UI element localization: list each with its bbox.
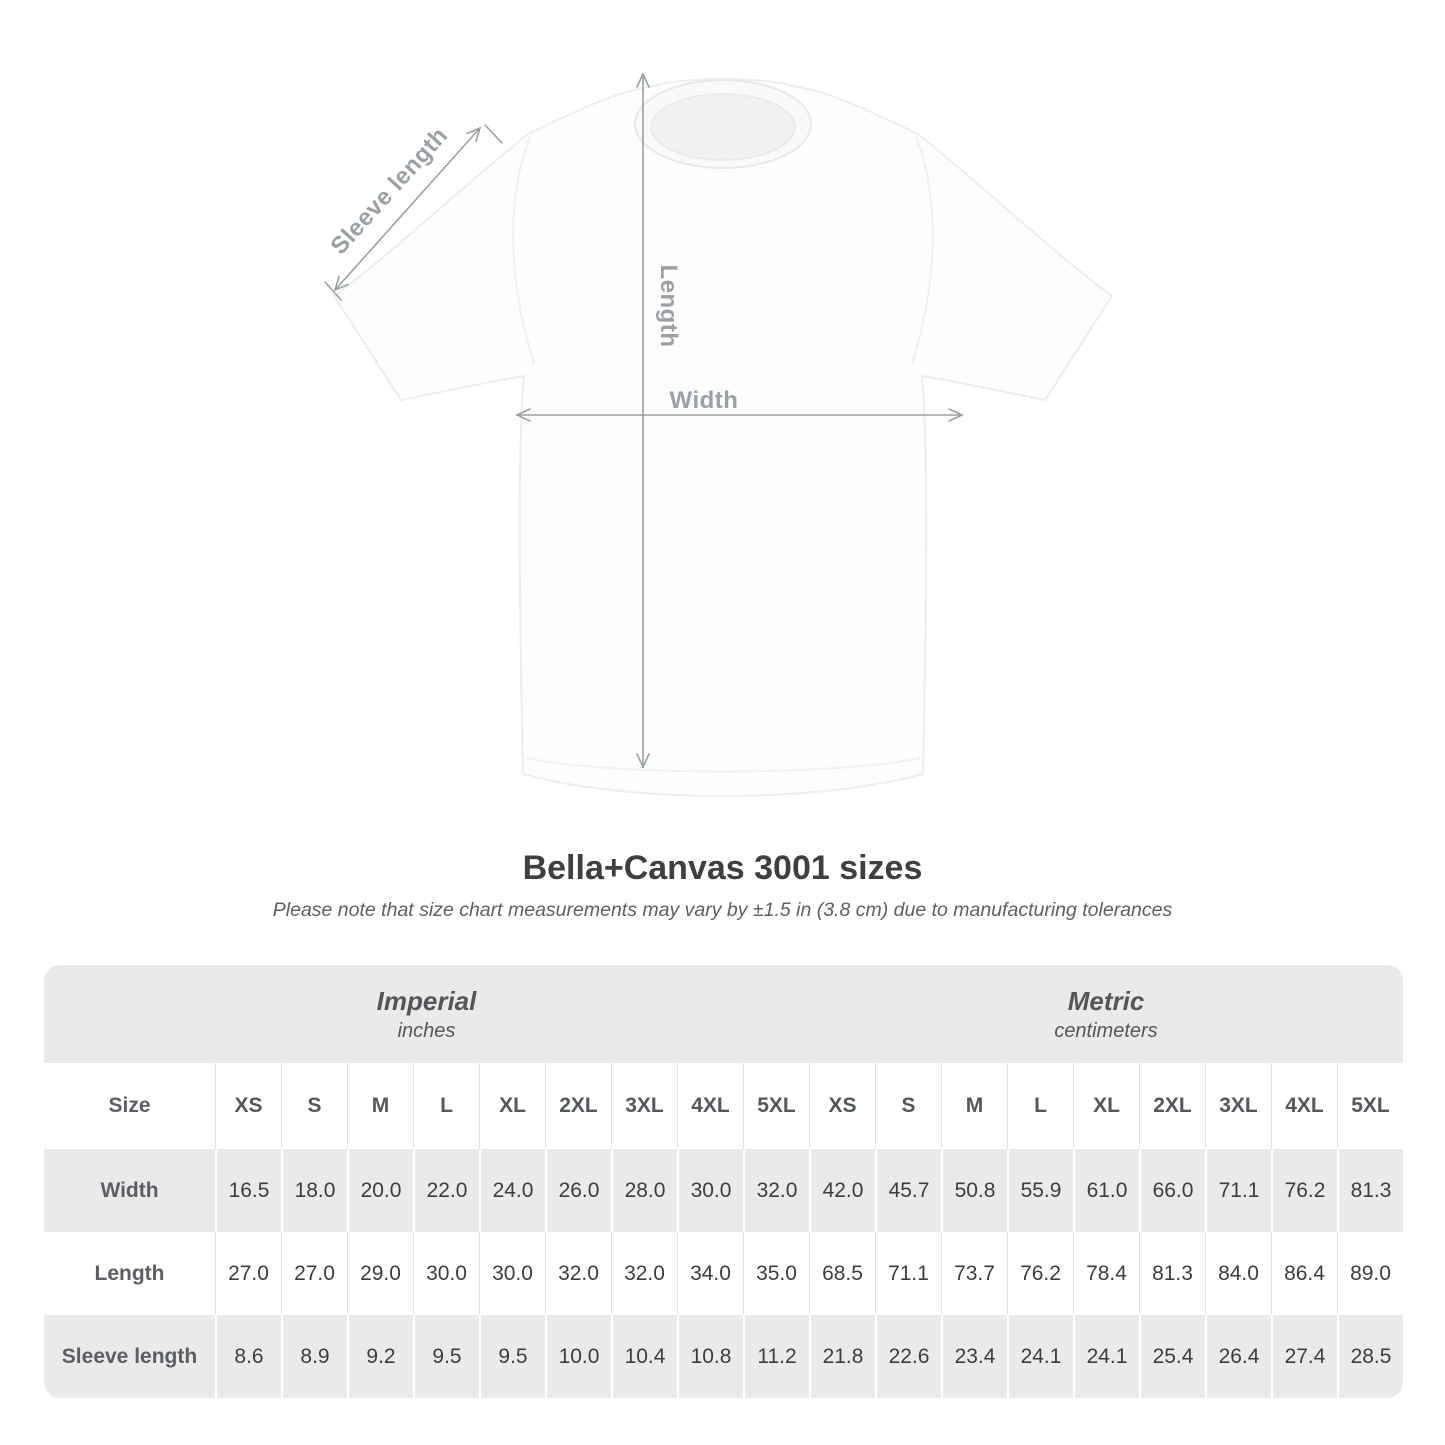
measurement-cell: 86.4 [1271, 1232, 1337, 1315]
measurement-cell: 23.4 [941, 1315, 1007, 1398]
measurement-cell: 68.5 [809, 1232, 875, 1315]
measurement-cell: 81.3 [1337, 1149, 1403, 1232]
size-header-cell: 5XL [1337, 1063, 1403, 1149]
metric-section-header [809, 965, 1403, 1063]
page-title: Bella+Canvas 3001 sizes [522, 849, 923, 887]
size-header-cell: S [875, 1063, 941, 1149]
measurement-cell: 34.0 [677, 1232, 743, 1315]
size-header-cell: L [413, 1063, 479, 1149]
measurement-cell: 76.2 [1007, 1232, 1073, 1315]
measurement-cell: 9.5 [413, 1315, 479, 1398]
size-header-row [44, 1063, 1403, 1149]
measurement-cell: 24.1 [1007, 1315, 1073, 1398]
measurement-cell: 29.0 [347, 1232, 413, 1315]
measurement-cell: 28.5 [1337, 1315, 1403, 1398]
size-header-cell: 4XL [1271, 1063, 1337, 1149]
measurement-cell: 89.0 [1337, 1232, 1403, 1315]
size-header-cell: 3XL [1205, 1063, 1271, 1149]
measurement-cell: 16.5 [215, 1149, 281, 1232]
measurement-cell: 73.7 [941, 1232, 1007, 1315]
measurement-cell: 28.0 [611, 1149, 677, 1232]
measurement-cell: 61.0 [1073, 1149, 1139, 1232]
size-header-cell: 2XL [545, 1063, 611, 1149]
table-row-width [44, 1149, 1403, 1232]
measurement-cell: 25.4 [1139, 1315, 1205, 1398]
measurement-cell: 27.0 [281, 1232, 347, 1315]
extension-tick-bottom [325, 282, 341, 300]
metric-unit: centimeters [1054, 1019, 1158, 1042]
size-corner-header: Size [108, 1094, 151, 1117]
measurement-cell: 21.8 [809, 1315, 875, 1398]
measurement-cell: 8.9 [281, 1315, 347, 1398]
size-header-cell: 2XL [1139, 1063, 1205, 1149]
imperial-title: Imperial [376, 985, 477, 1016]
measurement-cell: 22.0 [413, 1149, 479, 1232]
table-row-length [44, 1232, 1403, 1315]
measurement-cell: 45.7 [875, 1149, 941, 1232]
measurement-cell: 10.0 [545, 1315, 611, 1398]
unit-header-band [44, 965, 1403, 1063]
measurement-cell: 10.4 [611, 1315, 677, 1398]
measurement-cell: 50.8 [941, 1149, 1007, 1232]
size-header-cell: L [1007, 1063, 1073, 1149]
tolerance-note: Please note that size chart measurements may vary by ±1.5 in (3.8 cm) due to manufacturing tolerances [272, 899, 1173, 921]
measurement-cell: 26.0 [545, 1149, 611, 1232]
width-label: Width [669, 387, 739, 414]
tshirt-measurement-diagram [280, 30, 1160, 830]
measurement-cell: 26.4 [1205, 1315, 1271, 1398]
tshirt-diagram-svg [280, 30, 1160, 830]
size-header-cell: XL [479, 1063, 545, 1149]
size-header-cell: M [347, 1063, 413, 1149]
size-header-cell: M [941, 1063, 1007, 1149]
measurement-cell: 35.0 [743, 1232, 809, 1315]
measurement-cell: 71.1 [1205, 1149, 1271, 1232]
size-header-cell: XS [215, 1063, 281, 1149]
measurement-cell: 30.0 [413, 1232, 479, 1315]
table-row-sleeve-length [44, 1315, 1403, 1398]
size-header-cell: XL [1073, 1063, 1139, 1149]
measurement-cell: 27.0 [215, 1232, 281, 1315]
size-header-cell: 4XL [677, 1063, 743, 1149]
measurement-cell: 11.2 [743, 1315, 809, 1398]
measurement-cell: 8.6 [215, 1315, 281, 1398]
measurement-cell: 32.0 [545, 1232, 611, 1315]
size-header-cell: XS [809, 1063, 875, 1149]
size-header-cell: 3XL [611, 1063, 677, 1149]
measurement-cell: 32.0 [743, 1149, 809, 1232]
measurement-cell: 81.3 [1139, 1232, 1205, 1315]
size-header-cell: S [281, 1063, 347, 1149]
row-label-width: Width [100, 1178, 159, 1202]
neck-opening [651, 94, 795, 160]
imperial-section-header [44, 965, 809, 1063]
measurement-cell: 42.0 [809, 1149, 875, 1232]
measurement-cell: 24.1 [1073, 1315, 1139, 1398]
measurement-cell: 22.6 [875, 1315, 941, 1398]
measurement-cell: 10.8 [677, 1315, 743, 1398]
size-table [44, 965, 1403, 1398]
metric-title: Metric [1067, 985, 1145, 1016]
row-label-length: Length [94, 1261, 165, 1285]
measurement-cell: 18.0 [281, 1149, 347, 1232]
measurement-cell: 84.0 [1205, 1232, 1271, 1315]
measurement-cell: 27.4 [1271, 1315, 1337, 1398]
measurement-cell: 20.0 [347, 1149, 413, 1232]
measurement-cell: 66.0 [1139, 1149, 1205, 1232]
tshirt-graphic [334, 79, 1112, 796]
measurement-cell: 30.0 [479, 1232, 545, 1315]
measurement-cell: 24.0 [479, 1149, 545, 1232]
sleeve-length-label: Sleeve length [325, 122, 454, 260]
measurement-cell: 30.0 [677, 1149, 743, 1232]
measurement-cell: 55.9 [1007, 1149, 1073, 1232]
measurement-cell: 32.0 [611, 1232, 677, 1315]
measurement-cell: 9.2 [347, 1315, 413, 1398]
row-label-sleeve-length: Sleeve length [61, 1344, 198, 1368]
length-label: Length [655, 264, 682, 348]
extension-tick-top [485, 125, 502, 143]
measurement-cell: 9.5 [479, 1315, 545, 1398]
measurement-cell: 71.1 [875, 1232, 941, 1315]
measurement-cell: 76.2 [1271, 1149, 1337, 1232]
size-header-cell: 5XL [743, 1063, 809, 1149]
imperial-unit: inches [397, 1019, 456, 1042]
measurement-cell: 78.4 [1073, 1232, 1139, 1315]
tshirt-body-shape [334, 79, 1112, 796]
